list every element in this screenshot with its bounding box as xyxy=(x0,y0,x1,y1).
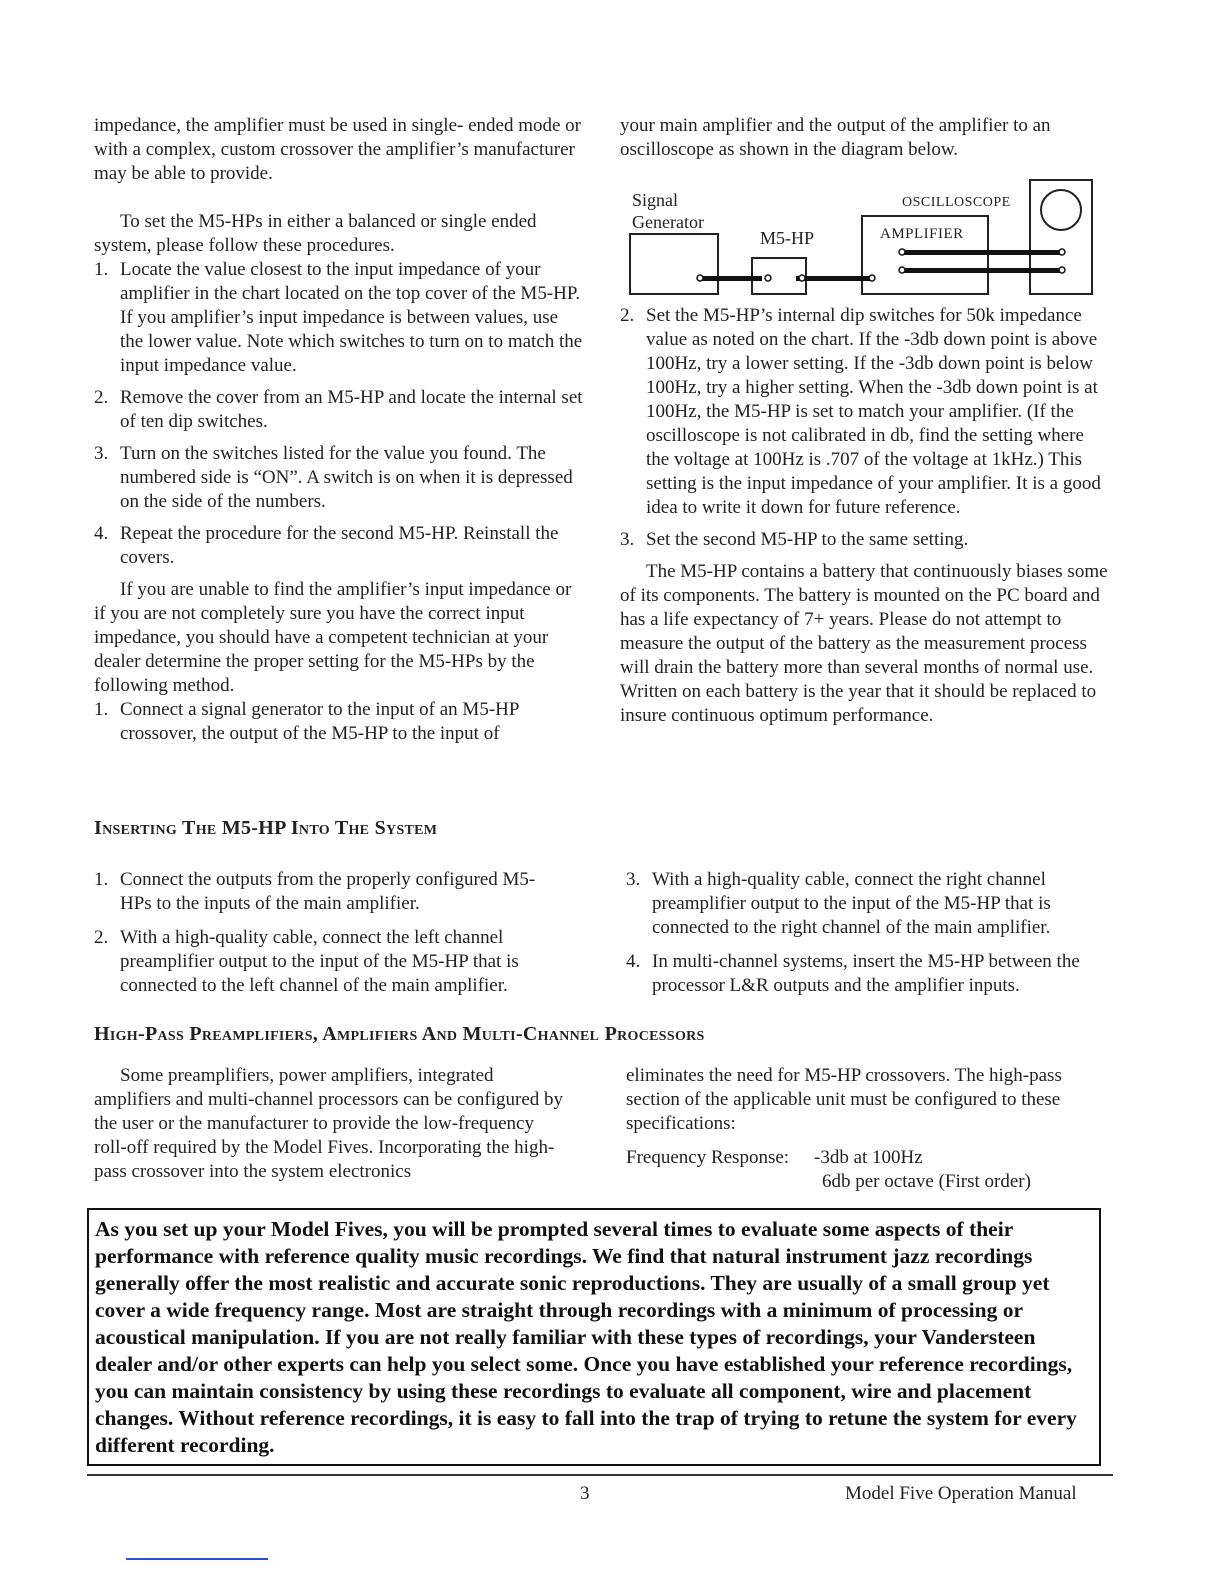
highpass-left-paragraph: Some preamplifiers, power amplifiers, integrated amplifiers and multi-channel processors can be configured by the user or the manufacturer to provide the low-frequency roll-off required by the Model Fives. Incorporating the high-pass crossover into the system electronics xyxy=(94,1065,564,1182)
amplifier-label: AMPLIFIER xyxy=(880,226,964,242)
connector-dot xyxy=(799,275,805,281)
inserting-steps-right xyxy=(626,868,1104,998)
cable-m5hp-to-amplifier xyxy=(796,276,872,281)
decorative-underline xyxy=(126,1558,268,1560)
connector-dot xyxy=(899,249,905,255)
reference-recordings-callout xyxy=(87,1208,1101,1466)
generator-label: Generator xyxy=(632,212,704,232)
cable-amplifier-to-scope-1 xyxy=(902,250,1062,255)
highpass-right-column xyxy=(626,1064,1104,1194)
list-item: 2. Remove the cover from an M5-HP and locate the internal set of ten dip switches. xyxy=(94,387,583,432)
m5hp-label: M5-HP xyxy=(760,228,815,248)
page-number: 3 xyxy=(580,1483,590,1504)
list-item: 2. Set the M5-HP’s internal dip switches for 50k impedance value as noted on the chart. If the -3db down point is above 100Hz, try a lower setting. If the -3db down point is below 100Hz, try a higher setting. When the -3db down point is at 100Hz, the M5-HP is set to match your amplifier. (If the oscilloscope is not calibrated in db, find the setting where the voltage at 100Hz is .707 of the voltage at 1kHz.) This setting is the input impedance of your amplifier. It is a good idea to write it down for future reference. xyxy=(620,305,1101,518)
cable-amplifier-to-scope-2 xyxy=(902,268,1062,273)
unable-paragraph: If you are unable to find the amplifier’s input impedance or if you are not completely sure you have the correct input impedance, you should have a competent technician at your dealer determine the proper setting for the M5-HPs by the following method. xyxy=(94,579,572,696)
right-column xyxy=(620,114,1110,728)
spec-row xyxy=(626,1146,1104,1194)
battery-paragraph: The M5-HP contains a battery that continuously biases some of its components. The battery is mounted on the PC board and has a life expectancy of 7+ years. Please do not attempt to measure the output of the battery as the measurement process will drain the battery more than several months of normal use. Written on each battery is the year that it should be replaced to insure continuous optimum performance. xyxy=(620,561,1108,726)
inserting-heading: Inserting The M5-HP Into The System xyxy=(94,817,438,839)
connector-dot xyxy=(1059,267,1065,273)
spec-label: Frequency Response: xyxy=(626,1147,790,1168)
list-item: 4. In multi-channel systems, insert the M5-HP between the processor L&R outputs and the amplifier inputs. xyxy=(626,951,1080,996)
connector-dot xyxy=(765,275,771,281)
inserting-right-column xyxy=(626,868,1104,998)
connection-diagram xyxy=(620,176,1100,304)
list-item: 3. Turn on the switches listed for the value you found. The numbered side is “ON”. A switch is on when it is depressed on the side of the numbers. xyxy=(94,443,573,512)
footer-rule xyxy=(87,1474,1113,1476)
calibration-steps xyxy=(620,304,1110,552)
connector-dot xyxy=(697,275,703,281)
cable-generator-to-m5hp xyxy=(698,276,762,281)
method-steps xyxy=(94,698,584,746)
spec-value-1: -3db at 100Hz xyxy=(814,1147,923,1168)
oscilloscope-box xyxy=(1030,180,1092,294)
setup-paragraph: To set the M5-HPs in either a balanced or single ended system, please follow these procedures. xyxy=(94,211,537,256)
list-item: 3. With a high-quality cable, connect the right channel preamplifier output to the input of the M5-HP that is connected to the right channel of the main amplifier. xyxy=(626,869,1051,938)
oscilloscope-label: OSCILLOSCOPE xyxy=(902,195,1011,210)
inserting-left-column xyxy=(94,868,564,998)
signal-generator-box xyxy=(630,234,718,294)
list-item: 1. Locate the value closest to the input impedance of your amplifier in the chart located on the top cover of the M5-HP. If you amplifier’s input impedance is between values, use the lower value. Note which switches to turn on to match the input impedance value. xyxy=(94,259,583,376)
continued-paragraph: your main amplifier and the output of the amplifier to an oscilloscope as shown in the diagram below. xyxy=(620,115,1051,160)
left-column xyxy=(94,114,584,746)
list-item: 1. Connect the outputs from the properly configured M5-HPs to the inputs of the main amplifier. xyxy=(94,869,536,914)
manual-title: Model Five Operation Manual xyxy=(845,1483,1077,1504)
highpass-heading: High-Pass Preamplifiers, Amplifiers And Multi-Channel Processors xyxy=(94,1023,705,1045)
inserting-steps-left xyxy=(94,868,564,998)
connector-dot xyxy=(899,267,905,273)
callout-text: As you set up your Model Fives, you will be prompted several times to evaluate some aspects of their performance with reference quality music recordings. We find that natural instrument jazz recordings generally offer the most realistic and accurate sonic reproductions. They are usually of a small group yet cover a wide frequency range. Most are straight through recordings with a minimum of processing or acoustical manipulation. If you are not really familiar with these types of recordings, your Vandersteen dealer and/or other experts can help you select some. Once you have established your reference recordings, you can maintain consistency by using these recordings to evaluate all component, wire and placement changes. Without reference recordings, it is easy to fall into the trap of trying to retune the system for every different recording. xyxy=(95,1217,1077,1457)
connector-dot xyxy=(869,275,875,281)
spec-value-2: 6db per octave (First order) xyxy=(822,1171,1031,1192)
highpass-left-column xyxy=(94,1064,568,1184)
impedance-steps xyxy=(94,258,584,570)
connector-dot xyxy=(1059,249,1065,255)
list-item: 2. With a high-quality cable, connect the left channel preamplifier output to the input of the M5-HP that is connected to the left channel of the main amplifier. xyxy=(94,927,519,996)
highpass-right-paragraph: eliminates the need for M5-HP crossovers. The high-pass section of the applicable unit must be configured to these specifications: xyxy=(626,1065,1062,1134)
list-item: 3. Set the second M5-HP to the same setting. xyxy=(620,529,969,550)
signal-label: Signal xyxy=(632,190,679,210)
list-item: 4. Repeat the procedure for the second M5-HP. Reinstall the covers. xyxy=(94,523,559,568)
intro-paragraph: impedance, the amplifier must be used in single- ended mode or with a complex, custom crossover the amplifier’s manufacturer may be able to provide. xyxy=(94,115,581,184)
oscilloscope-screen-icon xyxy=(1041,190,1081,230)
list-item: 1. Connect a signal generator to the input of an M5-HP crossover, the output of the M5-HP to the input of xyxy=(94,699,519,744)
